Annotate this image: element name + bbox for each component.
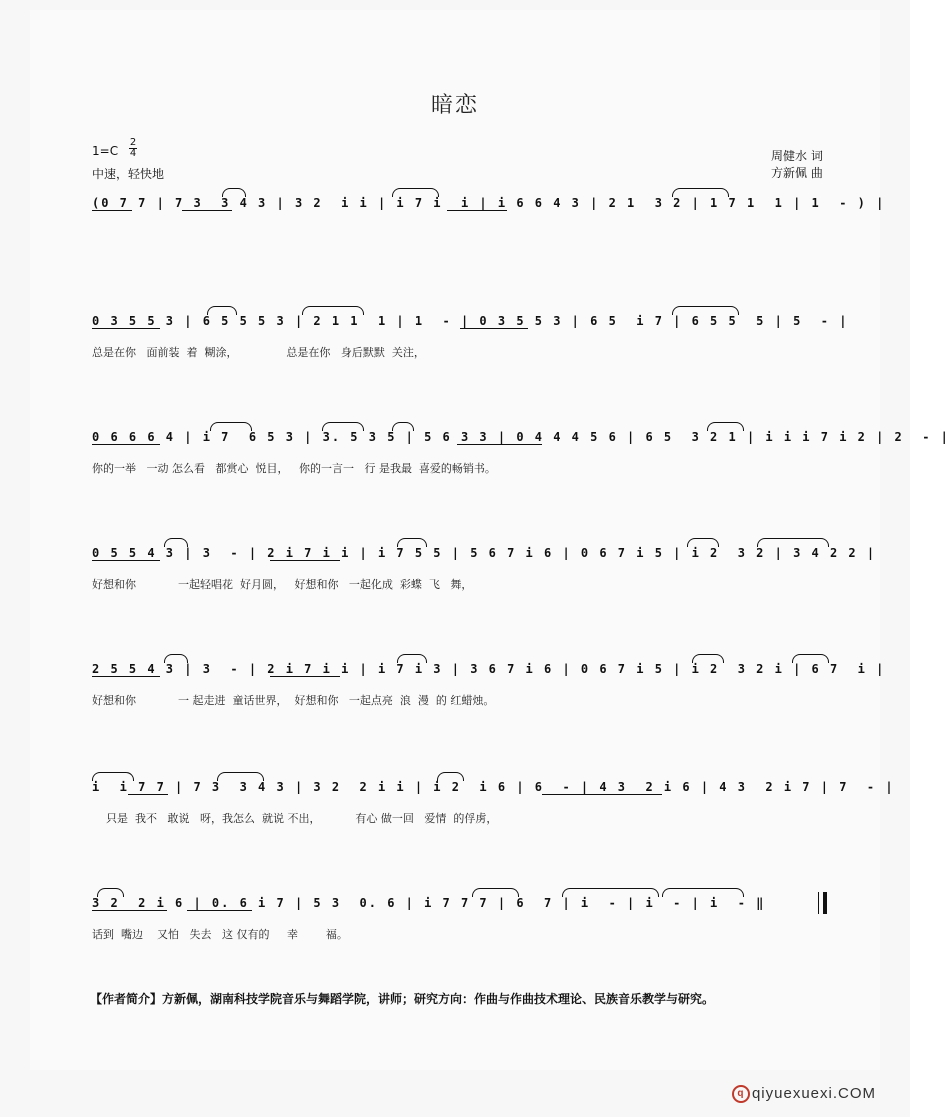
notation-line: 0 3 5 5 3 | 6 5 5 5 3 | 2 1 1 1 | 1 - | 0 3 5 5 3 | 6 5 i 7 | 6 5 5 5 | 5 - | bbox=[92, 314, 849, 328]
notation-line: (0 7 7 | 7 3 3 4 3 | 3 2 i i | i 7 i i | i 6 6 4 3 | 2 1 3 2 | 1 7 1 1 | 1 - ) | bbox=[92, 196, 886, 210]
final-barline-thin bbox=[818, 892, 819, 914]
final-barline-thick bbox=[823, 892, 827, 914]
beam bbox=[270, 560, 340, 561]
song-title: 暗恋 bbox=[430, 93, 479, 118]
beam bbox=[92, 560, 160, 561]
tie bbox=[210, 422, 252, 431]
beam bbox=[92, 910, 167, 911]
tie bbox=[562, 888, 659, 897]
tie bbox=[692, 654, 724, 663]
tempo-marking: 中速，轻快地 bbox=[92, 167, 165, 181]
tie bbox=[687, 538, 719, 547]
beam bbox=[542, 794, 662, 795]
tie bbox=[207, 306, 237, 315]
beam bbox=[128, 794, 168, 795]
tie bbox=[397, 538, 427, 547]
tie bbox=[392, 422, 414, 431]
beam bbox=[92, 676, 160, 677]
lyrics-line: 总是在你 面前装 着 糊涂， 总是在你 身后默默 关注， bbox=[92, 346, 425, 359]
credits bbox=[771, 148, 823, 182]
beam bbox=[92, 444, 160, 445]
tie bbox=[222, 188, 246, 197]
beam bbox=[447, 210, 507, 211]
q-logo-icon: q bbox=[732, 1085, 750, 1103]
bio-text: 方新佩，湖南科技学院音乐与舞蹈学院，讲师；研究方向：作曲与作曲技术理论、民族音乐教学与研究。 bbox=[162, 992, 715, 1006]
tie bbox=[392, 188, 439, 197]
tie bbox=[164, 654, 188, 663]
tie bbox=[662, 888, 744, 897]
tie bbox=[92, 772, 134, 781]
tie bbox=[707, 422, 744, 431]
notation-line: 0 6 6 6 4 | i 7 6 5 3 | 3. 5 3 5 | 5 6 3 3 | 0 4 4 4 5 6 | 6 5 3 2 1 | i i i 7 i 2 | 2 - | bbox=[92, 430, 950, 444]
watermark-text: qiyuexuexi.COM bbox=[751, 1084, 876, 1102]
tie bbox=[322, 422, 364, 431]
composer: 方新佩 曲 bbox=[771, 166, 823, 180]
author-bio bbox=[90, 990, 714, 1007]
beam bbox=[457, 444, 542, 445]
lyrics-line: 话到 嘴边 又怕 失去 这 仅有的 幸 福。 bbox=[92, 928, 348, 941]
beam bbox=[92, 210, 132, 211]
notation-line: 0 5 5 4 3 | 3 - | 2 i 7 i i | i 7 5 5 | 5 6 7 i 6 | 0 6 7 i 5 | i 2 3 2 | 3 4 2 2 | bbox=[92, 546, 877, 560]
notation-line: 2 5 5 4 3 | 3 - | 2 i 7 i i | i 7 i 3 | 3 6 7 i 6 | 0 6 7 i 5 | i 2 3 2 i | 6 7 i | bbox=[92, 662, 886, 676]
tie bbox=[672, 306, 739, 315]
site-watermark[interactable] bbox=[732, 1085, 876, 1103]
beam bbox=[187, 910, 252, 911]
lyricist: 周健水 词 bbox=[771, 149, 823, 163]
beam bbox=[460, 328, 528, 329]
tie bbox=[164, 538, 188, 547]
tie bbox=[672, 188, 729, 197]
beam bbox=[270, 676, 340, 677]
lyrics-line: 好想和你 一起轻唱花 好月圆， 好想和你 一起化成 彩蝶 飞 舞， bbox=[92, 578, 473, 591]
tie bbox=[397, 654, 427, 663]
meter-top: 2 bbox=[129, 137, 137, 148]
lyrics-line: 好想和你 一 起走进 童话世界， 好想和你 一起点亮 浪 漫 的 红蜡烛。 bbox=[92, 694, 495, 707]
tie bbox=[792, 654, 829, 663]
tie bbox=[302, 306, 364, 315]
beam bbox=[182, 210, 232, 211]
bio-label: 【作者简介】 bbox=[90, 992, 163, 1006]
lyrics-line: 只是 我不 敢说 呀，我怎么 就说 不出， 有心 做一回 爱情 的俘虏， bbox=[92, 812, 498, 825]
tie bbox=[757, 538, 829, 547]
notation-line: i i 7 7 | 7 3 3 4 3 | 3 2 2 i i | i 2 i 6 | 6 - | 4 3 2 i 6 | 4 3 2 i 7 | 7 - | bbox=[92, 780, 895, 794]
tie bbox=[217, 772, 264, 781]
tie bbox=[97, 888, 124, 897]
lyrics-line: 你的一举 一动 怎么看 都赏心 悦目， 你的一言一 行 是我最 喜爱的畅销书。 bbox=[92, 462, 496, 475]
key-signature: 1=C bbox=[92, 144, 119, 158]
tie bbox=[437, 772, 464, 781]
time-signature bbox=[128, 138, 138, 159]
tie bbox=[472, 888, 519, 897]
meter-bottom: 4 bbox=[129, 148, 137, 159]
beam bbox=[92, 328, 160, 329]
notation-line: 3 2 2 i 6 | 0. 6 i 7 | 5 3 0. 6 | i 7 7 7 | 6 7 | i - | i - | i - ‖ bbox=[92, 896, 766, 910]
